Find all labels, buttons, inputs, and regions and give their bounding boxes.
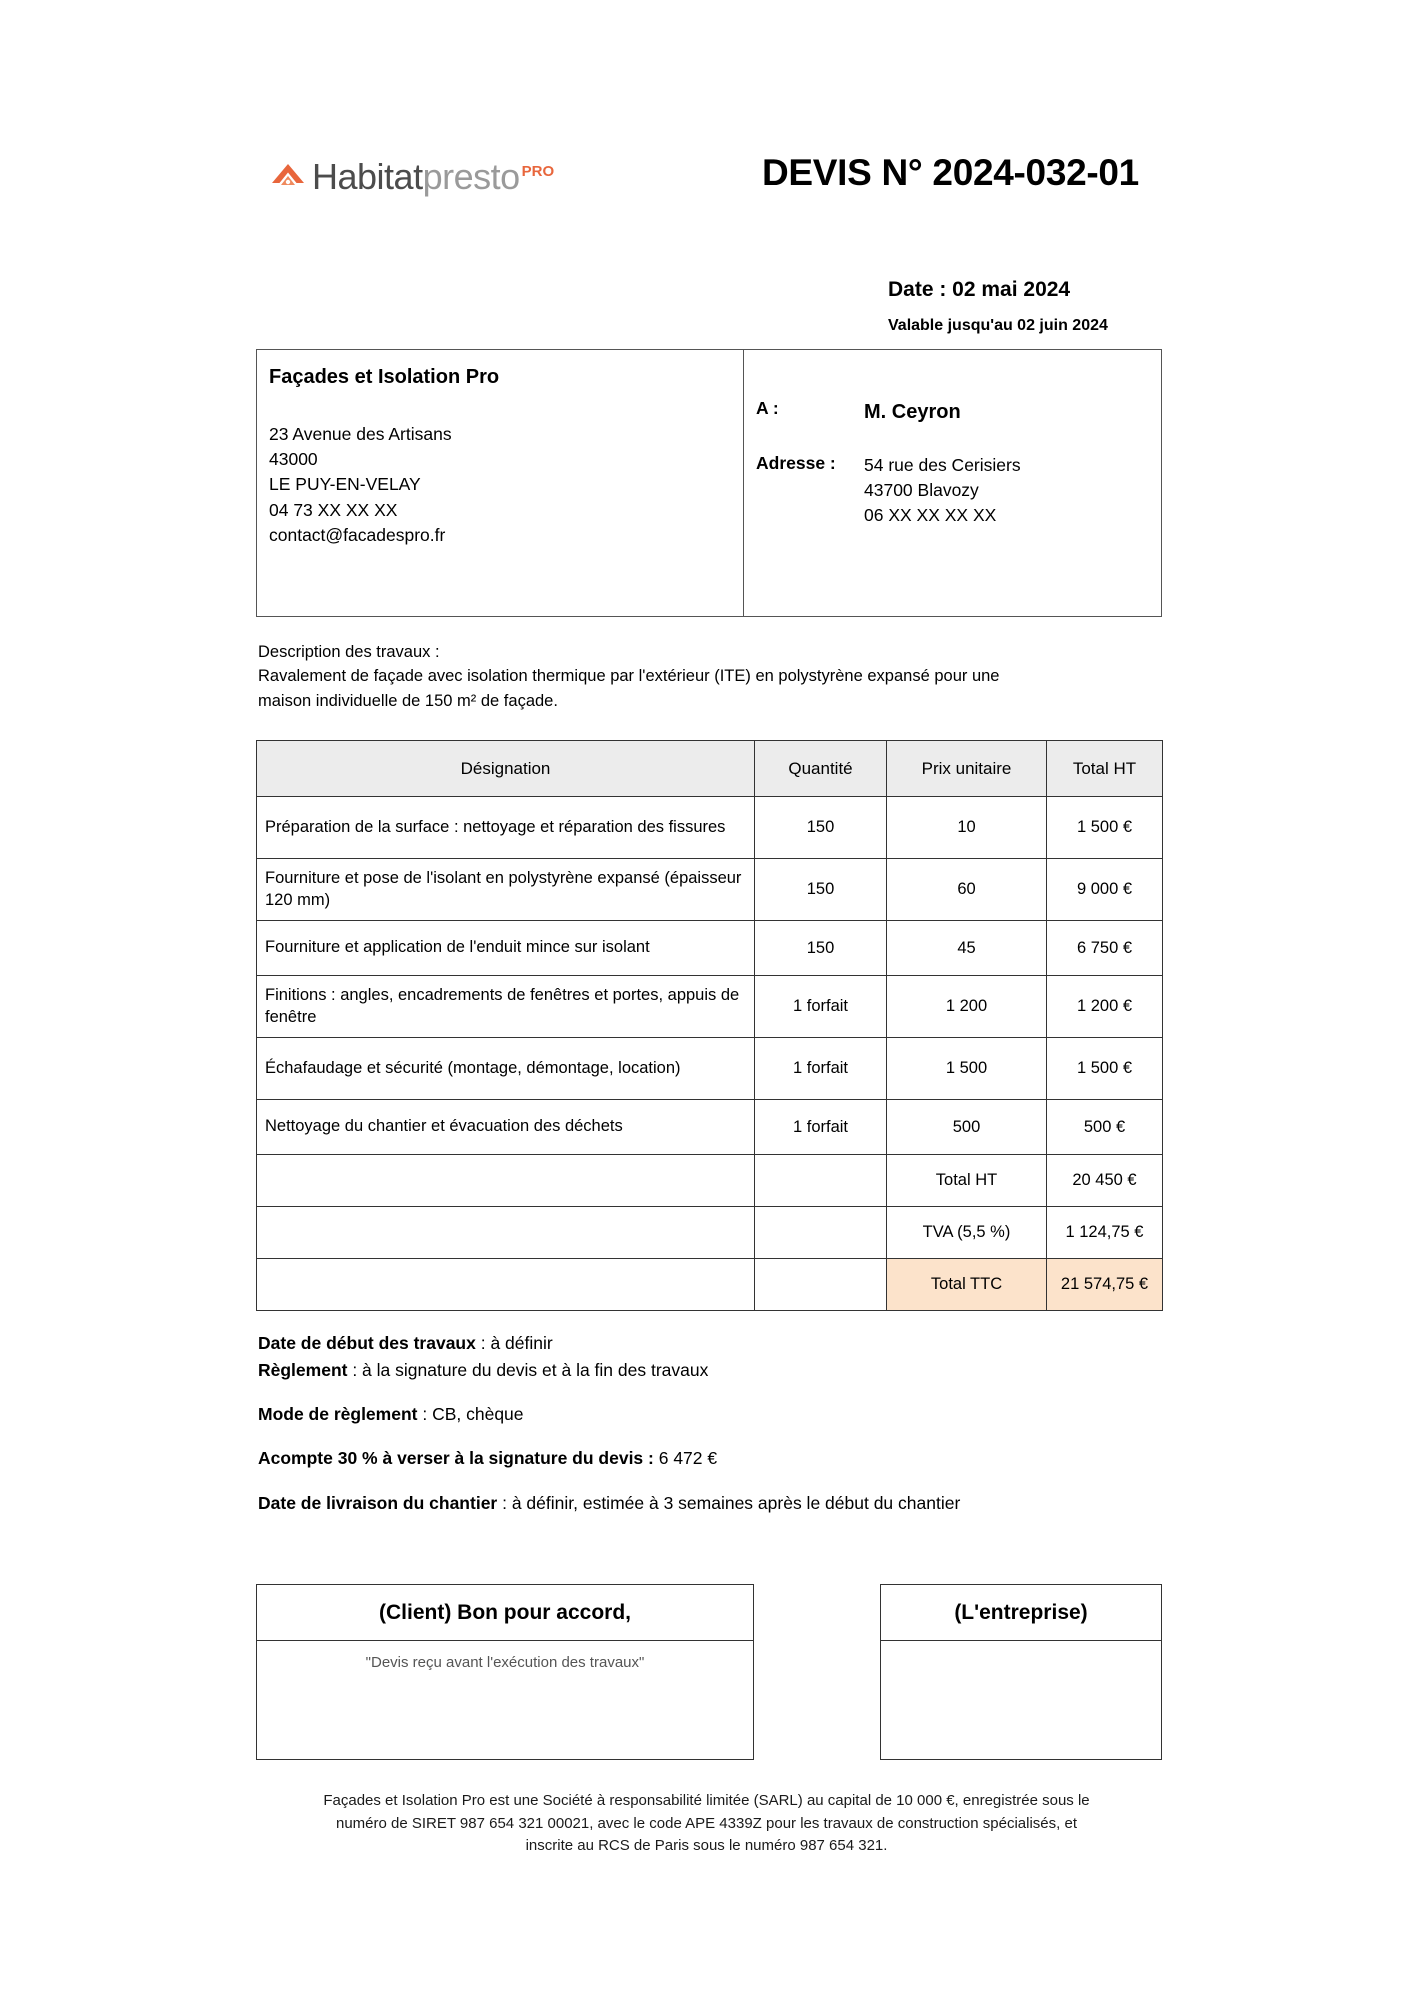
condition-delivery-label: Date de livraison du chantier xyxy=(258,1492,498,1513)
row-quantity: 1 forfait xyxy=(755,1038,887,1100)
row-quantity: 150 xyxy=(755,797,887,859)
row-total: 500 € xyxy=(1047,1100,1163,1155)
client-address-line3: 06 XX XX XX XX xyxy=(864,505,997,526)
row-designation: Nettoyage du chantier et évacuation des déchets xyxy=(257,1100,755,1155)
total-ht-label: Total HT xyxy=(887,1155,1047,1207)
spacer-cell xyxy=(257,1207,755,1259)
total-row-tva xyxy=(257,1207,1163,1259)
row-unit-price: 1 200 xyxy=(887,976,1047,1038)
row-designation: Fourniture et pose de l'isolant en polystyrène expansé (épaisseur 120 mm) xyxy=(257,859,755,921)
table-row xyxy=(257,859,1163,921)
row-unit-price: 45 xyxy=(887,921,1047,976)
works-description-line2: maison individuelle de 150 m² de façade. xyxy=(258,691,558,710)
page-title: DEVIS N° 2024-032-01 xyxy=(762,152,1139,193)
company-signature-area xyxy=(881,1641,1161,1759)
row-quantity: 1 forfait xyxy=(755,1100,887,1155)
legal-line3: inscrite au RCS de Paris sous le numéro 987 654 321. xyxy=(525,1837,888,1854)
company-address-line2: 43000 xyxy=(269,449,318,470)
row-unit-price: 500 xyxy=(887,1100,1047,1155)
tva-value: 1 124,75 € xyxy=(1047,1207,1163,1259)
col-header-total-ht: Total HT xyxy=(1047,741,1163,797)
condition-payment xyxy=(258,1357,1198,1384)
row-designation: Finitions : angles, encadrements de fenêtres et portes, appuis de fenêtre xyxy=(257,976,755,1038)
row-designation: Échafaudage et sécurité (montage, démontage, location) xyxy=(257,1038,755,1100)
company-block xyxy=(257,350,744,616)
condition-delivery xyxy=(258,1490,1198,1517)
table-row xyxy=(257,1038,1163,1100)
works-description-title: Description des travaux : xyxy=(258,643,440,661)
logo-badge-pro: PRO xyxy=(521,163,555,180)
client-block xyxy=(744,350,1161,616)
legal-line2: numéro de SIRET 987 654 321 00021, avec le code APE 4339Z pour les travaux de construction spécialisés, et xyxy=(335,1814,1077,1832)
spacer-cell xyxy=(755,1259,887,1311)
total-ht-value: 20 450 € xyxy=(1047,1155,1163,1207)
row-designation: Préparation de la surface : nettoyage et réparation des fissures xyxy=(257,797,755,859)
habitatpresto-logo xyxy=(268,148,554,206)
client-name: M. Ceyron xyxy=(864,401,961,423)
row-total: 9 000 € xyxy=(1047,859,1163,921)
condition-method-value: : CB, chèque xyxy=(417,1404,524,1425)
row-unit-price: 1 500 xyxy=(887,1038,1047,1100)
row-unit-price: 60 xyxy=(887,859,1047,921)
row-total: 6 750 € xyxy=(1047,921,1163,976)
tva-label: TVA (5,5 %) xyxy=(887,1207,1047,1259)
row-total: 1 200 € xyxy=(1047,976,1163,1038)
conditions-block xyxy=(258,1330,1198,1517)
client-signature-box[interactable] xyxy=(256,1584,754,1760)
condition-method xyxy=(258,1401,1198,1428)
condition-delivery-value: : à définir, estimée à 3 semaines après le début du chantier xyxy=(497,1492,961,1513)
company-signature-box[interactable] xyxy=(880,1584,1162,1760)
client-address-line2: 43700 Blavozy xyxy=(864,480,979,501)
legal-line1: Façades et Isolation Pro est une Société à responsabilité limitée (SARL) au capital de 10 000 €, enregistrée sous le xyxy=(323,1792,1090,1809)
house-chevron-icon xyxy=(268,157,308,197)
total-row-ht xyxy=(257,1155,1163,1207)
col-header-designation: Désignation xyxy=(257,741,755,797)
table-row xyxy=(257,976,1163,1038)
logo-text-presto: presto xyxy=(422,156,520,197)
quote-date: Date : 02 mai 2024 xyxy=(888,278,1071,301)
company-address-line3: LE PUY-EN-VELAY xyxy=(269,474,421,495)
row-unit-price: 10 xyxy=(887,797,1047,859)
condition-deposit-label: Acompte 30 % à verser à la signature du devis : xyxy=(258,1448,654,1469)
spacer-cell xyxy=(257,1259,755,1311)
row-quantity: 150 xyxy=(755,859,887,921)
total-ttc-label: Total TTC xyxy=(887,1259,1047,1311)
quote-validity: Valable jusqu'au 02 juin 2024 xyxy=(888,317,1108,334)
document-header xyxy=(0,148,1413,218)
condition-deposit-value: 6 472 € xyxy=(653,1448,718,1469)
total-ttc-value: 21 574,75 € xyxy=(1047,1259,1163,1311)
spacer-cell xyxy=(755,1207,887,1259)
condition-deposit xyxy=(258,1445,1198,1472)
condition-start-label: Date de début des travaux xyxy=(258,1333,476,1353)
table-header-row xyxy=(257,741,1163,797)
table-row xyxy=(257,1100,1163,1155)
spacer-cell xyxy=(755,1155,887,1207)
row-quantity: 1 forfait xyxy=(755,976,887,1038)
logo-text-habitat: Habitat xyxy=(312,156,423,197)
condition-start-date xyxy=(258,1330,1198,1357)
col-header-unit-price: Prix unitaire xyxy=(887,741,1047,797)
works-description xyxy=(258,640,1158,713)
company-address-line1: 23 Avenue des Artisans xyxy=(269,424,452,444)
col-header-quantity: Quantité xyxy=(755,741,887,797)
client-signature-title: (Client) Bon pour accord, xyxy=(257,1585,753,1641)
items-table xyxy=(256,740,1163,1311)
client-to-label: A : xyxy=(756,398,779,418)
items-table-wrapper xyxy=(256,740,1162,1311)
total-row-ttc xyxy=(257,1259,1163,1311)
client-signature-note: "Devis reçu avant l'exécution des travaux" xyxy=(365,1654,645,1671)
client-address-line1: 54 rue des Cerisiers xyxy=(864,455,1021,475)
company-name: Façades et Isolation Pro xyxy=(269,366,500,388)
row-total: 1 500 € xyxy=(1047,1038,1163,1100)
condition-payment-value: : à la signature du devis et à la fin des travaux xyxy=(347,1360,709,1381)
company-email: contact@facadespro.fr xyxy=(269,524,446,545)
company-signature-title: (L'entreprise) xyxy=(881,1585,1161,1641)
table-row xyxy=(257,921,1163,976)
condition-method-label: Mode de règlement xyxy=(258,1404,418,1425)
condition-payment-label: Règlement xyxy=(258,1360,348,1381)
row-designation: Fourniture et application de l'enduit mince sur isolant xyxy=(257,921,755,976)
client-address-label: Adresse : xyxy=(756,453,836,473)
company-phone: 04 73 XX XX XX xyxy=(269,499,398,520)
row-quantity: 150 xyxy=(755,921,887,976)
table-row xyxy=(257,797,1163,859)
row-total: 1 500 € xyxy=(1047,797,1163,859)
works-description-line1: Ravalement de façade avec isolation thermique par l'extérieur (ITE) en polystyrène expansé pour une xyxy=(258,667,1000,686)
condition-start-value: : à définir xyxy=(475,1333,553,1353)
spacer-cell xyxy=(257,1155,755,1207)
parties-box xyxy=(256,349,1162,617)
legal-footer xyxy=(0,1790,1413,1858)
